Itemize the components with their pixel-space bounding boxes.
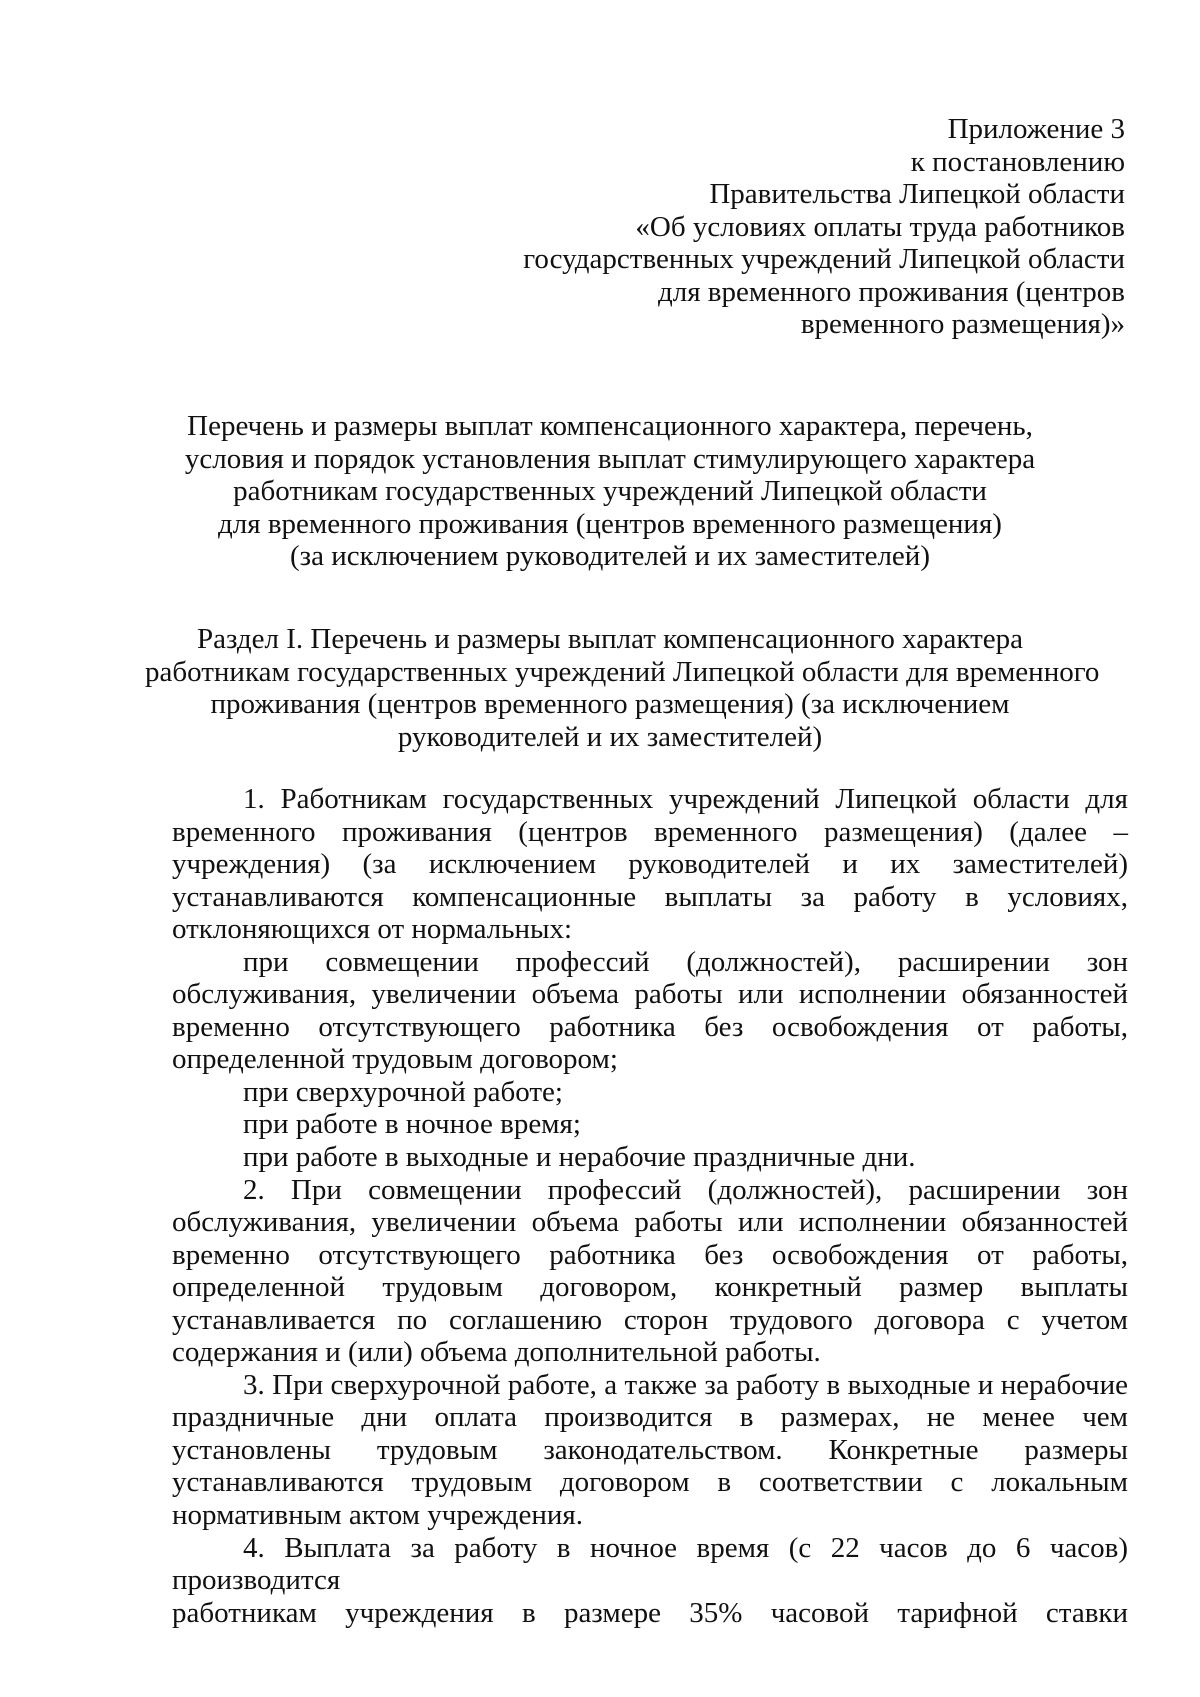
paragraph-holidays: при работе в выходные и нерабочие праздничные дни. bbox=[243, 1141, 916, 1174]
paragraph-4-continued: работникам учреждения в размере 35% часовой тарифной ставки bbox=[172, 1596, 1128, 1629]
appendix-line: Приложение 3 bbox=[947, 113, 1125, 145]
section-heading-line: Раздел I. Перечень и размеры выплат компенсационного характера bbox=[196, 623, 1024, 655]
title-line: для временного проживания (центров временного размещения) bbox=[218, 507, 1002, 540]
paragraph-overtime: при сверхурочной работе; bbox=[243, 1075, 563, 1108]
appendix-header bbox=[485, 113, 1125, 341]
title-line: Перечень и размеры выплат компенсационного характера, перечень, bbox=[187, 410, 1033, 442]
paragraph-1: 1. Работникам государственных учреждений Липецкой области для временного проживания (центров временного размещения) (далее – учреждения) (за исключением руководителей и их заместителей) устанавливаются компенсационные выплаты за работу в условиях, отклоняющихся от нормальных: bbox=[172, 783, 1128, 946]
appendix-line: временного размещения)» bbox=[800, 308, 1125, 340]
appendix-line: Правительства Липецкой области bbox=[709, 178, 1125, 210]
paragraph-night-work: при работе в ночное время; bbox=[243, 1108, 581, 1141]
section-body bbox=[172, 783, 1128, 1629]
title-line: (за исключением руководителей и их заместителей) bbox=[290, 540, 930, 573]
section-heading-line: проживания (центров временного размещения) (за исключением bbox=[210, 688, 1010, 721]
appendix-line: «Об условиях оплаты труда работников bbox=[635, 210, 1125, 243]
paragraph-2: 2. При совмещении профессий (должностей), расширении зон обслуживания, увеличении объема работы или исполнении обязанностей временно отсутствующего работника без освобождения от работы, определенной трудовым договором, конкретный размер выплаты устанавливается по соглашению сторон трудового договора с учетом содержания и (или) объема дополнительной работы. bbox=[172, 1173, 1128, 1369]
appendix-line: к постановлению bbox=[910, 145, 1125, 178]
title-line: условия и порядок установления выплат стимулирующего характера bbox=[184, 442, 1036, 475]
section-heading-line: работникам государственных учреждений Липецкой области для временного bbox=[145, 655, 1100, 688]
section-heading-line: руководителей и их заместителей) bbox=[397, 720, 823, 753]
appendix-line: для временного проживания (центров bbox=[657, 275, 1125, 308]
title-line: работникам государственных учреждений Липецкой области bbox=[233, 475, 987, 508]
paragraph-3: 3. При сверхурочной работе, а также за работу в выходные и нерабочие праздничные дни оплата производится в размерах, не менее чем установлены трудовым законодательством. Конкретные размеры устанавливаются трудовым договором в соответствии с локальным нормативным актом учреждения. bbox=[172, 1368, 1128, 1532]
paragraph-4: 4. Выплата за работу в ночное время (с 22 часов до 6 часов) производится bbox=[172, 1531, 1128, 1597]
section-heading bbox=[145, 623, 1100, 753]
document-title bbox=[145, 410, 1075, 573]
appendix-line: государственных учреждений Липецкой области bbox=[523, 243, 1125, 275]
paragraph-combining-duties: при совмещении профессий (должностей), расширении зон обслуживания, увеличении объема работы или исполнении обязанностей временно отсутствующего работника без освобождения от работы, определенной трудовым договором; bbox=[172, 945, 1128, 1076]
